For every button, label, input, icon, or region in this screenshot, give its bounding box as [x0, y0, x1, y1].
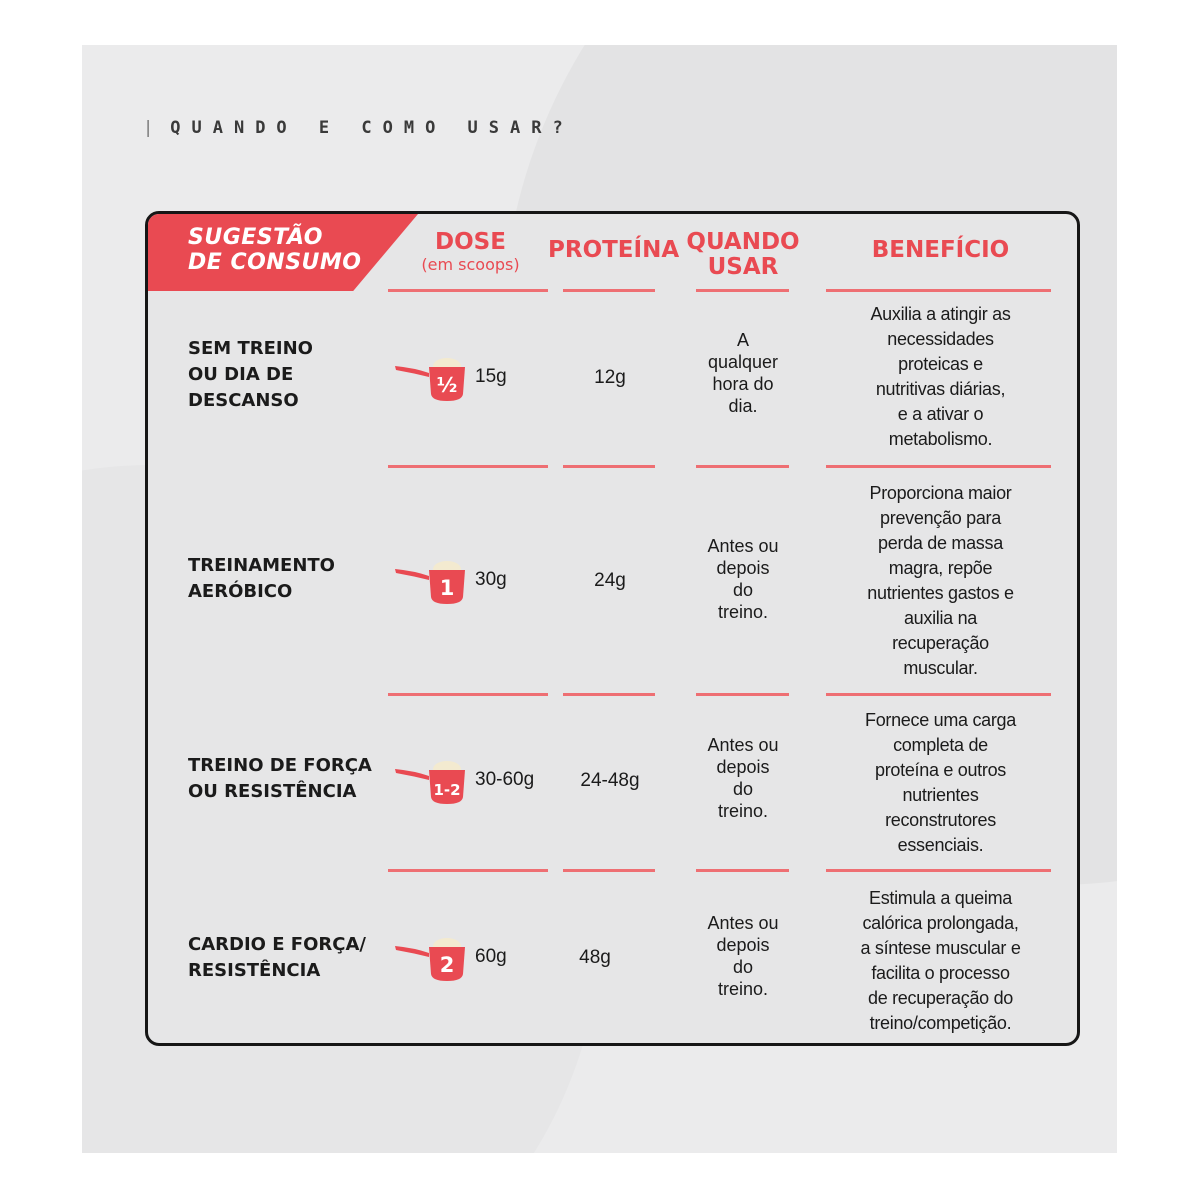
divider-line — [388, 465, 548, 468]
protein-value: 48g — [579, 947, 611, 968]
section-title — [143, 118, 574, 138]
when-to-use-line: depois — [716, 757, 770, 777]
when-to-use-line: do — [732, 779, 754, 799]
benefit-text-line: Proporciona maior — [869, 483, 1012, 503]
svg-text:1: 1 — [439, 576, 455, 600]
when-to-use-line: Antes ou — [707, 735, 779, 755]
when-to-use-line: Antes ou — [707, 913, 779, 933]
header-dose-unit: (em scoops) — [421, 255, 520, 274]
svg-text:2: 2 — [439, 953, 455, 977]
when-to-use — [683, 734, 803, 822]
header-protein-label: PROTEÍNA — [548, 237, 680, 263]
divider-line — [696, 289, 789, 292]
benefit-text-line: Fornece uma carga — [865, 710, 1016, 730]
when-to-use-line: treino. — [717, 801, 769, 821]
benefit-text-line: recuperação — [892, 633, 989, 653]
suggestion-line-2: DE CONSUMO — [188, 250, 362, 275]
when-to-use-line: depois — [716, 935, 770, 955]
when-to-use — [683, 329, 803, 417]
divider-line — [563, 465, 655, 468]
row-label-line: SEM TREINO — [188, 338, 313, 359]
benefit-text-line: auxilia na — [903, 608, 978, 628]
when-to-use-line: do — [732, 957, 754, 977]
header-dose-label: DOSE — [435, 229, 506, 255]
suggestion-banner-text — [188, 225, 362, 275]
benefit-text-line: nutrientes — [902, 785, 979, 805]
benefit-text — [828, 481, 1053, 681]
benefit-text-line: a síntese muscular e — [860, 938, 1021, 958]
benefit-text-line: facilita o processo — [871, 963, 1010, 983]
benefit-text-line: metabolismo. — [888, 429, 993, 449]
benefit-text-line: Estimula a queima — [869, 888, 1012, 908]
benefit-text-line: completa de — [893, 735, 988, 755]
protein-value: 24-48g — [580, 770, 640, 791]
when-to-use-line: qualquer — [707, 352, 779, 372]
protein-value: 24g — [594, 570, 626, 591]
benefit-text-line: muscular. — [903, 658, 978, 678]
when-to-use-line: hora do — [712, 374, 774, 394]
benefit-text-line: reconstrutores — [885, 810, 996, 830]
divider-line — [563, 693, 655, 696]
svg-text:½: ½ — [436, 373, 458, 397]
divider-line — [563, 289, 655, 292]
when-to-use-line: depois — [716, 558, 770, 578]
benefit-text-line: necessidades — [887, 329, 994, 349]
benefit-text-line: essenciais. — [897, 835, 984, 855]
benefit-text-line: prevenção para — [880, 508, 1001, 528]
benefit-text-line: Auxilia a atingir as — [870, 304, 1011, 324]
benefit-text — [828, 708, 1053, 858]
benefit-text-line: de recuperação do — [867, 988, 1013, 1008]
protein-value: 12g — [594, 367, 626, 388]
row-label-line: OU RESISTÊNCIA — [188, 781, 357, 802]
divider-line — [388, 693, 548, 696]
divider-line — [826, 289, 1051, 292]
dose-value: 15g — [475, 366, 507, 387]
when-to-use-line: Antes ou — [707, 536, 779, 556]
dose-value: 30g — [475, 569, 507, 590]
header-when-line-1: QUANDO — [686, 229, 800, 255]
benefit-text — [828, 886, 1053, 1036]
suggestion-line-1: SUGESTÃO — [188, 225, 323, 250]
row-label — [188, 753, 372, 805]
dose-cell — [393, 354, 553, 404]
divider-line — [563, 869, 655, 872]
header-benefit-label: BENEFÍCIO — [871, 237, 1010, 263]
title-bar-mark: | — [143, 118, 165, 138]
svg-text:1-2: 1-2 — [433, 781, 461, 799]
dose-value: 60g — [475, 946, 507, 967]
divider-line — [826, 869, 1051, 872]
row-label-line: OU DIA DE — [188, 364, 294, 385]
benefit-text — [828, 302, 1053, 452]
row-label — [188, 336, 313, 414]
row-label-line: TREINAMENTO — [188, 555, 335, 576]
section-title-text: QUANDO E COMO USAR? — [170, 118, 574, 138]
benefit-text-line: magra, repõe — [888, 558, 993, 578]
divider-line — [696, 693, 789, 696]
divider-line — [826, 693, 1051, 696]
row-label-line: AERÓBICO — [188, 581, 293, 602]
dose-cell — [393, 557, 553, 607]
benefit-text-line: nutrientes gastos e — [867, 583, 1014, 603]
divider-line — [696, 869, 789, 872]
row-label — [188, 932, 366, 984]
divider-line — [388, 289, 548, 292]
header-when — [683, 230, 803, 280]
divider-line — [388, 869, 548, 872]
benefit-text-line: perda de massa — [878, 533, 1003, 553]
row-label — [188, 553, 335, 605]
when-to-use-line: treino. — [717, 979, 769, 999]
when-to-use-line: treino. — [717, 602, 769, 622]
divider-line — [826, 465, 1051, 468]
benefit-text-line: proteicas e — [898, 354, 983, 374]
when-to-use — [683, 535, 803, 623]
row-label-line: CARDIO E FORÇA/ — [188, 934, 366, 955]
header-benefit — [828, 238, 1053, 263]
benefit-text-line: calórica prolongada, — [862, 913, 1019, 933]
row-label-line: TREINO DE FORÇA — [188, 755, 372, 776]
benefit-text-line: e a ativar o — [897, 404, 984, 424]
dose-value: 30-60g — [475, 769, 535, 790]
dose-cell — [393, 757, 553, 807]
benefit-text-line: proteína e outros — [875, 760, 1006, 780]
header-when-line-2: USAR — [707, 254, 779, 280]
benefit-text-line: nutritivas diárias, — [875, 379, 1006, 399]
when-to-use-line: do — [732, 580, 754, 600]
row-label-line: RESISTÊNCIA — [188, 960, 321, 981]
when-to-use-line: dia. — [728, 396, 758, 416]
when-to-use-line: A — [736, 330, 749, 350]
divider-line — [696, 465, 789, 468]
header-protein — [548, 237, 680, 263]
when-to-use — [683, 912, 803, 1000]
row-label-line: DESCANSO — [188, 390, 299, 411]
benefit-text-line: treino/competição. — [869, 1013, 1012, 1033]
header-dose — [393, 230, 548, 275]
consumption-table — [145, 211, 1080, 1046]
